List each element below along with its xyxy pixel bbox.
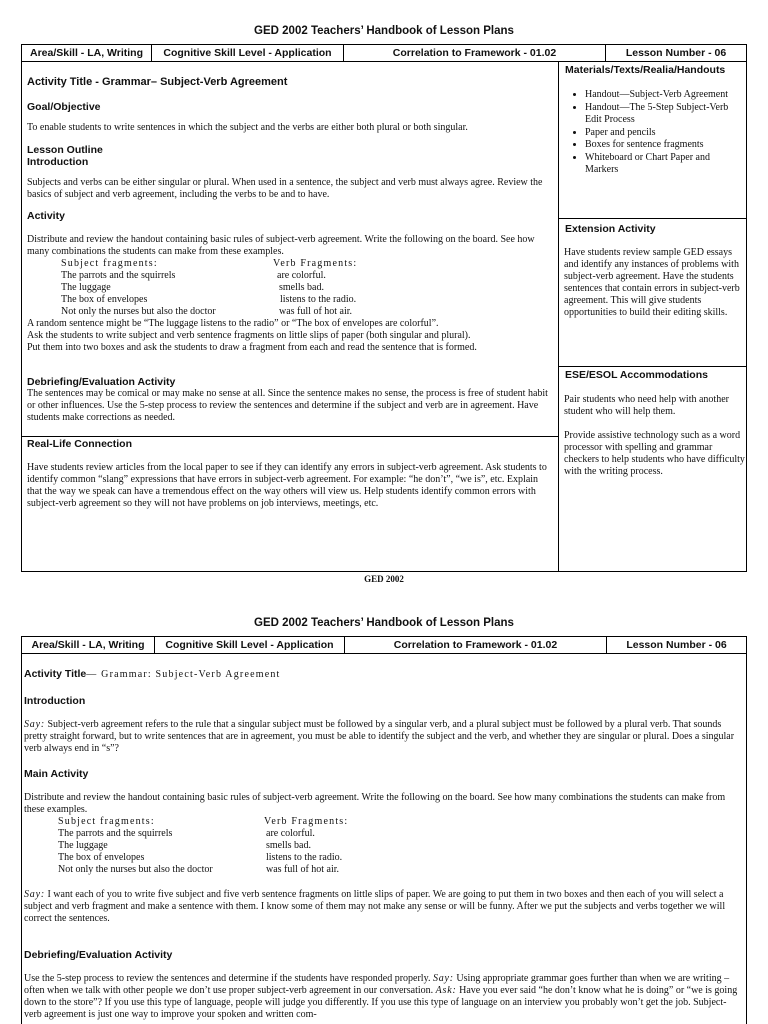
ese-text-2: Provide assistive technology such as a word processor with spelling and grammar checkers to help students who have difficulty with the writing process. [564,430,745,477]
verb-fragment: are colorful. [266,828,315,839]
verb-fragments-heading: Verb Fragments: [273,258,358,269]
page2-debrief-heading: Debriefing/Evaluation Activity [24,949,173,961]
page2-title: GED 2002 Teachers’ Handbook of Lesson Plans [254,617,514,629]
page1-fragments [61,258,541,318]
page1-header-row [21,44,747,62]
verb-fragment: smells bad. [279,282,324,293]
debrief-heading: Debriefing/Evaluation Activity [27,376,176,388]
goal-heading: Goal/Objective [27,101,101,113]
materials-item: • Whiteboard or Chart Paper and Markers [585,152,743,177]
verb-fragment: was full of hot air. [266,864,340,875]
intro-heading: Introduction [27,156,89,168]
page2-left-border [21,653,22,1024]
main-activity-text: Distribute and review the handout containing basic rules of subject-verb agreement. Write the following on the board. See how many combinations the students can make from these examples. [24,792,726,815]
cognitive-cell: Cognitive Skill Level - Application [155,637,345,653]
page1-title: GED 2002 Teachers’ Handbook of Lesson Plans [254,25,514,37]
page2-header-row [21,636,747,654]
activity-title-label: Activity Title [24,668,87,680]
intro-text: Subjects and verbs can be either singular or plural. When used in a sentence, the subject and verb must always agree. Review the basics of subject and verb agreement, including the verbs to be and to have. [27,177,543,200]
say-label: Say: [24,889,45,900]
ese-heading: ESE/ESOL Accommodations [565,369,708,381]
main-activity-heading: Main Activity [24,768,89,780]
activity-text: Distribute and review the handout containing basic rules of subject-verb agreement. Write the following on the board. See how many combinations the students can make from these examples. [27,234,535,257]
page1-divider [21,436,559,437]
page2-right-border [746,653,747,1024]
subject-fragment: Not only the nurses but also the doctor [58,864,213,875]
lesson-number-cell: Lesson Number - 06 [625,47,727,59]
debrief-text: The sentences may be comical or may make no sense at all. Since the sentence makes no sense, the process is free of student habit or other influences. Use the 5-step process to review the sentences and determine if the subject and verb are in agreement. Have students make corrections as needed. [27,388,548,423]
page2-intro-heading: Introduction [24,695,86,707]
activity-text-2: A random sentence might be “The luggage listens to the radio” or “The box of envelopes are colorful”. Ask the students to write subject and verb sentence fragments on little slips of paper (both singular and plural). Put them into two boxes and ask the students to draw a fragment from each and read the sentence that is formed. [27,318,477,353]
cognitive-cell: Cognitive Skill Level - Application [152,45,344,61]
correlation-cell: Correlation to Framework - 01.02 [345,637,607,653]
goal-text: To enable students to write sentences in which the subject and the verbs are either both plural or both singular. [27,122,468,133]
materials-item: • Paper and pencils [585,127,743,140]
materials-heading: Materials/Texts/Realia/Handouts [565,64,726,76]
reallife-heading: Real-Life Connection [27,438,133,450]
extension-text: Have students review sample GED essays and identify any instances of problems with subject-verb agreement. Have the students sentences that contain errors in subject-verb agreement. This will give students opportunities to build their editing skills. [564,247,740,318]
reallife-text: Have students review articles from the local paper to see if they can identify any errors in subject-verb agreement. Ask students to identify common “slang” expressions that have errors in subject-verb agreement. For example: “he don’t”, “we is”, etc. Explain that the way we speak can have a tremendous effect on the way others will view us. Help students identify common errors with subject-verb agreement so they will not have problems on job interviews, meetings, etc. [27,462,547,509]
materials-item: • Boxes for sentence fragments [585,139,743,152]
ese-text-1: Pair students who need help with another student who will help them. [564,394,729,417]
area-cell: Area/Skill - LA, Writing [22,45,152,61]
page2-fragments [58,816,538,876]
page2-debrief-text: Use the 5-step process to review the sentences and determine if the students have responded properly. Say: Using appropriate grammar goes further than when we are writing – often when we talk with other people we don’t use proper subject-verb agreement in our conversation. Ask: Have you ever said “he don’t know what he is doing” or “we is going down to the store”? If you use this type of language, people will judge you differently. If you use this type of language on an interview you probably won’t get the job. Subject-verb agreement is just one way to improve your spoken and written com- [24,973,738,1020]
subject-fragment: Not only the nurses but also the doctor [61,306,216,317]
lesson-number-cell: Lesson Number - 06 [626,639,727,651]
ask-label: Ask: [435,985,457,996]
verb-fragments-heading: Verb Fragments: [264,816,349,827]
subject-fragment: The box of envelopes [61,294,148,305]
subject-fragment: The parrots and the squirrels [61,270,176,281]
subject-fragment: The luggage [61,282,111,293]
verb-fragment: was full of hot air. [279,306,353,317]
subject-fragments-heading: Subject fragments: [61,258,158,269]
outline-heading: Lesson Outline [27,144,103,156]
verb-fragment: smells bad. [266,840,311,851]
subject-fragment: The parrots and the squirrels [58,828,173,839]
say-label: Say: [432,973,454,984]
subject-fragment: The box of envelopes [58,852,145,863]
extension-heading: Extension Activity [565,223,656,235]
materials-item: • Handout—The 5-Step Subject-Verb Edit Process [585,102,743,127]
verb-fragment: listens to the radio. [280,294,357,305]
page1-activity-title: Activity Title - Grammar– Subject-Verb Agreement [27,76,288,88]
materials-list [563,89,743,177]
subject-fragments-heading: Subject fragments: [58,816,155,827]
verb-fragment: listens to the radio. [266,852,343,863]
verb-fragment: are colorful. [277,270,326,281]
main-activity-text-2: Say: I want each of you to write five subject and five verb sentence fragments on little slips of paper. We are going to put them in two boxes and then each of you will select a subject and verb fragment and make a sentence with them. I know some of them may not make any sense or will be funny. After we put the subjects and verbs together we will correct the sentences. [24,889,726,924]
page1-footer: GED 2002 [364,574,404,584]
page2-activity-title [24,668,281,680]
activity-heading: Activity [27,210,65,222]
say-label: Say: [24,719,45,730]
correlation-cell: Correlation to Framework - 01.02 [344,45,606,61]
subject-fragment: The luggage [58,840,108,851]
materials-item: • Handout—Subject-Verb Agreement [585,89,743,102]
area-cell: Area/Skill - LA, Writing [22,637,155,653]
page2-intro-text: Say: Subject-verb agreement refers to the rule that a singular subject must be followed by a singular verb, and a plural subject must be followed by a plural verb. That sounds pretty straight forward, but to write sentences that are in agreement, you must be able to identify the subject and the verb, and whether they are singular or plural. Does a singular verb always end in “s”? [24,719,735,754]
activity-title-value: — Grammar: Subject-Verb Agreement [86,669,281,680]
